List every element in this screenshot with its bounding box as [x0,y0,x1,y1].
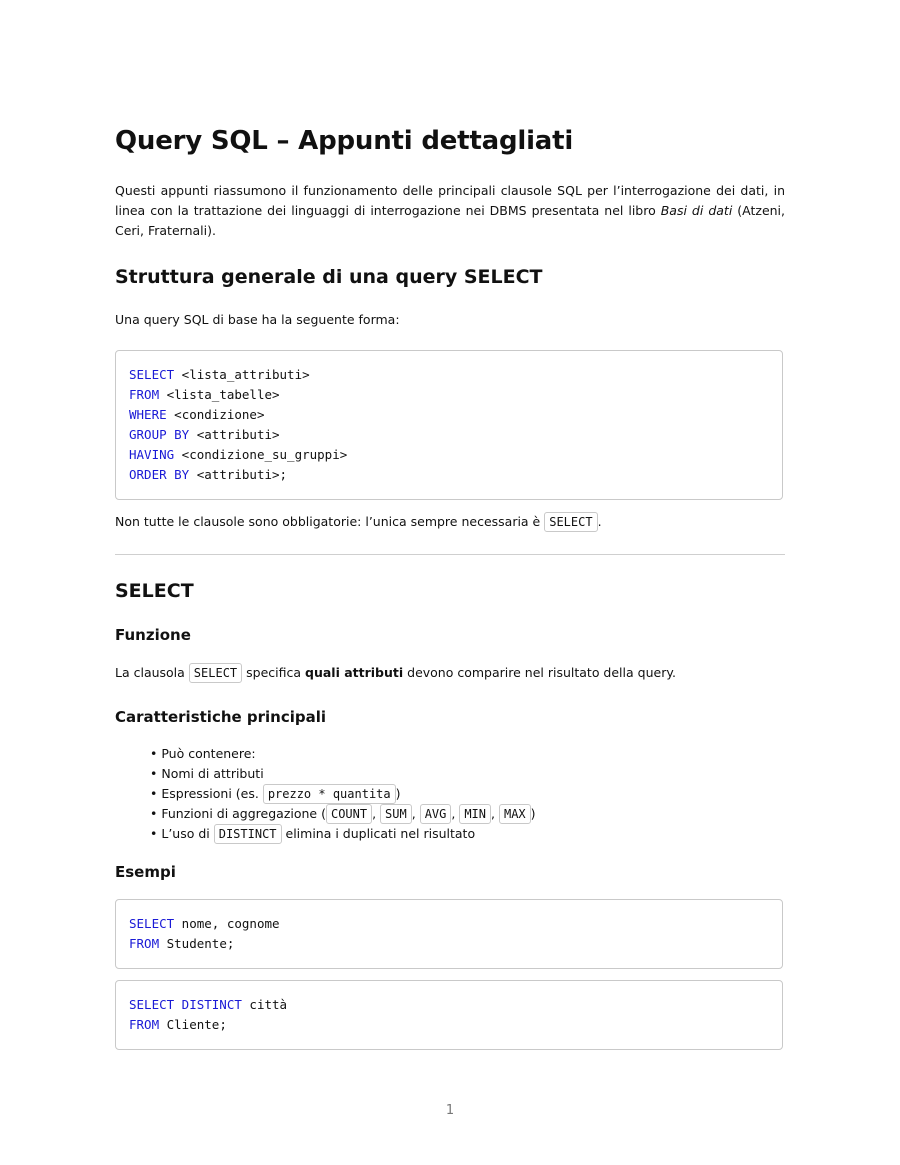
code-line [129,914,769,934]
list-item-text-end: ) [530,806,536,821]
inline-code: SELECT [544,512,597,532]
code-line [129,465,769,485]
code-keyword: SELECT DISTINCT [129,997,242,1012]
code-keyword: FROM [129,387,160,402]
code-keyword: FROM [129,936,160,951]
page-title: Query SQL – Appunti dettagliati [115,126,574,156]
bullet: • [150,806,158,821]
inline-code: SELECT [189,663,242,683]
code-text: <condizione> [166,407,265,422]
separator: , [411,806,420,821]
list-item-text: Espressioni (es. [161,786,263,801]
list-item-text: Può contenere: [161,746,256,761]
subheading-funzione: Funzione [115,626,191,644]
list-item-text-end: ) [395,786,401,801]
code-text: <lista_attributi> [174,367,310,382]
list-item [150,804,536,824]
code-line [129,405,769,425]
page-number: 1 [445,1103,455,1118]
code-keyword: SELECT [129,367,175,382]
bullet: • [150,766,158,781]
separator: , [372,806,381,821]
code-keyword: HAVING [129,447,175,462]
code-block-example-2 [115,980,783,1050]
code-line [129,934,769,954]
code-text: <condizione_su_gruppi> [174,447,348,462]
section-divider [115,554,785,555]
inline-code: SUM [380,804,412,824]
intro-text: Questi appunti riassumono il funzionamento delle principali clausole SQL per l’interrogazione dei dati, in linea con la trattazione dei linguaggi di interrogazione nei DBMS presentata nel libro [115,183,785,218]
list-item-text: Funzioni di aggregazione ( [161,806,326,821]
list-item [150,764,536,784]
code-line [129,385,769,405]
features-list [150,744,536,844]
code-keyword: FROM [129,1017,160,1032]
book-title: Basi di dati [660,203,733,218]
code-block-structure [115,350,783,500]
list-item [150,824,536,844]
code-text: nome, cognome [174,916,280,931]
list-item [150,744,536,764]
inline-code: DISTINCT [214,824,282,844]
code-line [129,1015,769,1035]
funzione-text: La clausola [115,665,189,680]
subheading-esempi: Esempi [115,863,176,881]
code-keyword: SELECT [129,916,175,931]
code-text: <attributi>; [189,467,288,482]
bullet: • [150,746,158,761]
funzione-text-end: devono comparire nel risultato della query. [403,665,676,680]
code-keyword: GROUP BY [129,427,190,442]
code-line [129,445,769,465]
section-heading-select: SELECT [115,580,194,602]
inline-code: COUNT [326,804,372,824]
inline-code: MIN [459,804,491,824]
inline-code: MAX [499,804,531,824]
section-heading-struttura: Struttura generale di una query SELECT [115,266,543,288]
funzione-paragraph [115,663,676,683]
code-text: <attributi> [189,427,280,442]
list-item-text-end: elimina i duplicati nel risultato [281,826,476,841]
note-text-end: . [597,514,602,529]
code-text: Cliente; [159,1017,227,1032]
separator: , [491,806,499,821]
separator: , [451,806,460,821]
struttura-lead: Una query SQL di base ha la seguente forma: [115,312,400,327]
code-keyword: WHERE [129,407,167,422]
code-block-example-1 [115,899,783,969]
bullet: • [150,826,158,841]
intro-paragraph [115,181,785,241]
note-text: Non tutte le clausole sono obbligatorie: l’unica sempre necessaria è [115,514,545,529]
bullet: • [150,786,158,801]
inline-code: prezzo * quantita [263,784,396,804]
inline-code: AVG [420,804,452,824]
list-item-text: Nomi di attributi [161,766,264,781]
code-text: <lista_tabelle> [159,387,280,402]
subheading-caratteristiche: Caratteristiche principali [115,708,327,726]
code-line [129,995,769,1015]
list-item [150,784,536,804]
code-text: città [241,997,288,1012]
code-line [129,365,769,385]
intro-text-end: (Atzeni, Ceri, Fraternali). [115,203,786,238]
funzione-text-mid: specifica [242,665,305,680]
struttura-note [115,512,602,532]
list-item-text: L’uso di [161,826,214,841]
funzione-bold: quali attributi [305,665,404,680]
code-text: Studente; [159,936,235,951]
code-line [129,425,769,445]
code-keyword: ORDER BY [129,467,190,482]
